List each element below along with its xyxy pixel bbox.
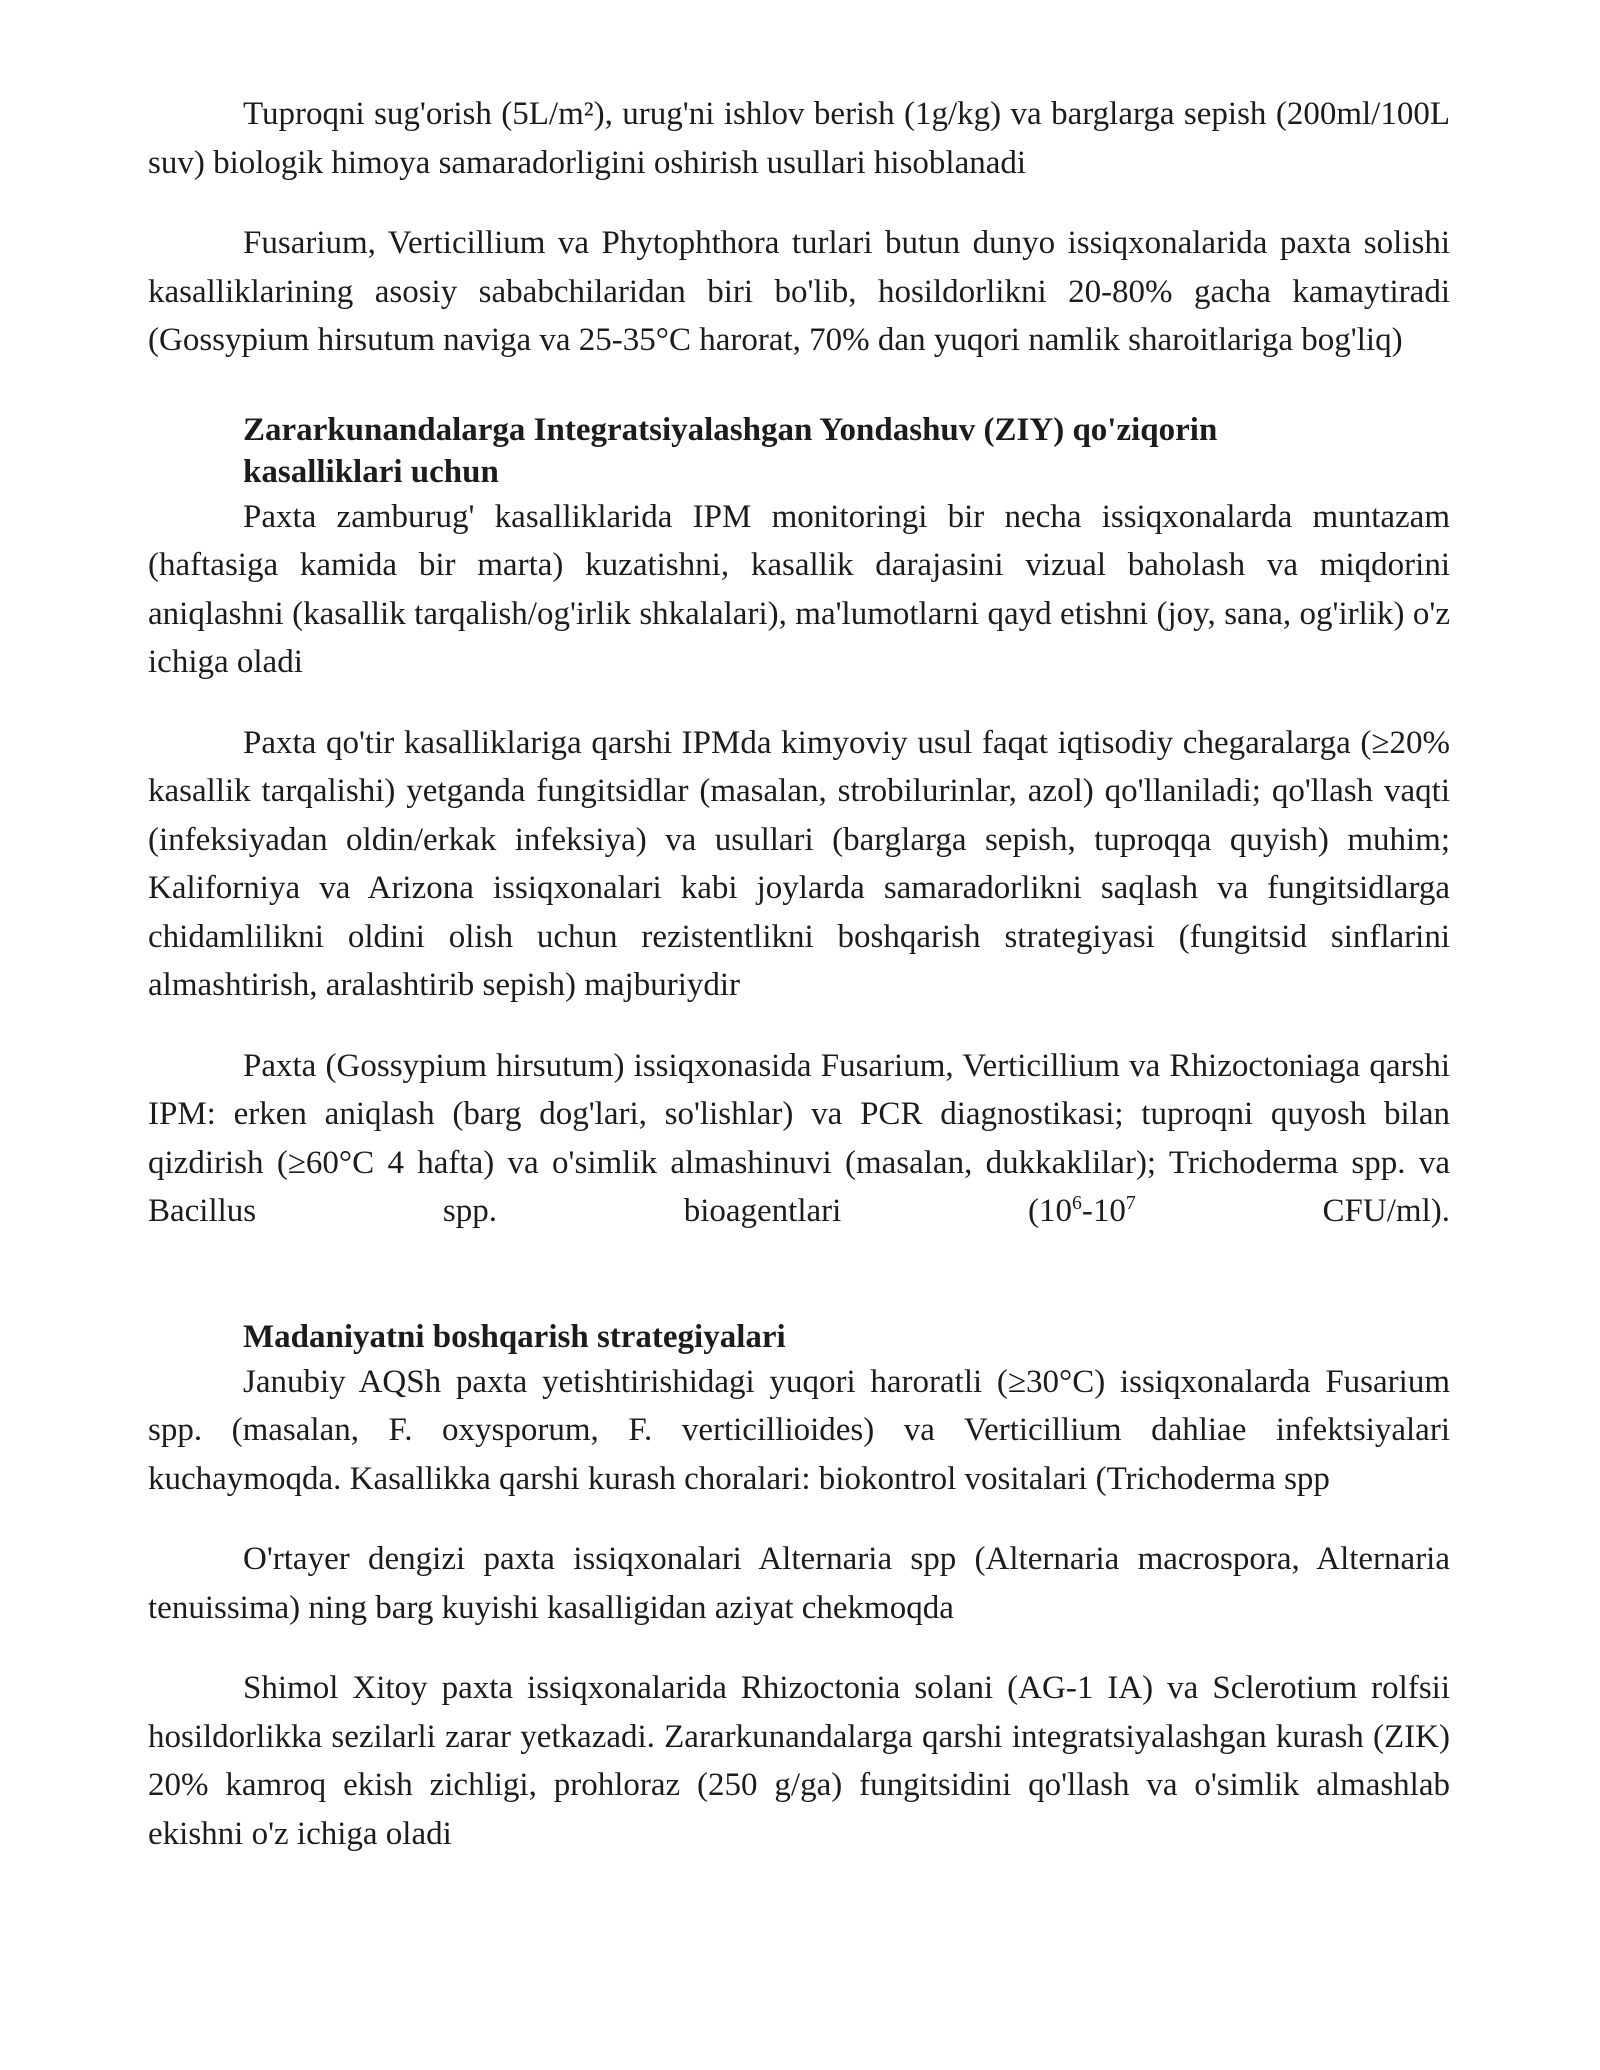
superscript-exponent-6: 6 bbox=[1072, 1192, 1082, 1214]
document-page bbox=[148, 90, 1450, 1858]
paragraph-north-china: Shimol Xitoy paxta issiqxonalarida Rhizoctonia solani (AG-1 IA) va Sclerotium rolfsii hosildorlikka sezilarli zarar yetkazadi. Zararkunandalarga qarshi integratsiyalashgan kurash (ZIK) 20% kamroq ekish zichligi, prohloraz (250 g/ga) fungitsidini qo'llash va o'simlik almashlab ekishni o'z ichiga oladi bbox=[148, 1670, 1450, 1852]
paragraph-chemical-control: Paxta qo'tir kasalliklariga qarshi IPMda kimyoviy usul faqat iqtisodiy chegaralarga (≥20% kasallik tarqalishi) yetganda fungitsidlar (masalan, strobilurinlar, azol) qo'llaniladi; qo'llash vaqti (infeksiyadan oldin/erkak infeksiya) va usullari (barglarga sepish, tuproqqa quyish) muhim; Kaliforniya va Arizona issiqxonalari kabi joylarda samaradorlikni saqlash va fungitsidlarga chidamlilikni oldini olish uchun rezistentlikni boshqarish strategiyasi (fungitsid sinflarini almashtirish, aralashtirib sepish) majburiydir bbox=[148, 724, 1450, 1003]
section-heading-ipm-line2: kasalliklari uchun bbox=[243, 453, 499, 490]
paragraph-ipm-monitoring: Paxta zamburug' kasalliklarida IPM monitoringi bir necha issiqxonalarda muntazam (haftasiga kamida bir marta) kuzatishni, kasallik darajasini vizual baholash va miqdorini aniqlashni (kasallik tarqalish/og'irlik shkalalari), ma'lumotlarni qayd etishni (joy, sana, og'irlik) o'z ichiga oladi bbox=[148, 498, 1450, 680]
section-heading-ipm-line1: Zararkunandalarga Integratsiyalashgan Yondashuv (ZIY) qo'ziqorin bbox=[243, 411, 1218, 448]
paragraph-ipm-gossypium bbox=[148, 1042, 1450, 1236]
paragraph-ipm-gossypium-mid: -10 bbox=[1081, 1193, 1126, 1229]
paragraph-southern-usa: Janubiy AQSh paxta yetishtirishidagi yuqori haroratli (≥30°C) issiqxonalarda Fusarium spp. (masalan, F. oxysporum, F. verticillioides) va Verticillium dahliae infektsiyalari kuchaymoqda. Kasallikka qarshi kurash choralari: biokontrol vositalari (Trichoderma spp bbox=[148, 1363, 1450, 1497]
paragraph-soil-treatment: Tuproqni sug'orish (5L/m²), urug'ni ishlov berish (1g/kg) va barglarga sepish (200ml/100L suv) biologik himoya samaradorligini oshirish usullari hisoblanadi bbox=[148, 96, 1450, 181]
paragraph-fusarium-overview: Fusarium, Verticillium va Phytophthora turlari butun dunyo issiqxonalarida paxta solishi kasalliklarining asosiy sababchilaridan biri bo'lib, hosildorlikni 20-80% gacha kamaytiradi (Gossypium hirsutum naviga va 25-35°C harorat, 70% dan yuqori namlik sharoitlariga bog'liq) bbox=[148, 225, 1450, 358]
section-heading-ipm bbox=[148, 409, 1450, 493]
paragraph-ipm-gossypium-main: Paxta (Gossypium hirsutum) issiqxonasida Fusarium, Verticillium va Rhizoctoniaga qarshi IPM: erken aniqlash (barg dog'lari, so'lishlar) va PCR diagnostikasi; tuproqni quyosh bilan qizdirish (≥60°C 4 hafta) va o'simlik almashinuvi (masalan, dukkaklilar); Trichoderma spp. va Bacillus spp. bioagentlari (10 bbox=[148, 1047, 1450, 1229]
section-heading-culture-management: Madaniyatni boshqarish strategiyalari bbox=[243, 1318, 786, 1355]
superscript-exponent-7: 7 bbox=[1125, 1192, 1136, 1214]
paragraph-mediterranean: O'rtayer dengizi paxta issiqxonalari Alternaria spp (Alternaria macrospora, Alternaria tenuissima) ning barg kuyishi kasalligidan aziyat chekmoqda bbox=[148, 1541, 1450, 1626]
paragraph-ipm-gossypium-end: CFU/ml). bbox=[1135, 1193, 1450, 1229]
